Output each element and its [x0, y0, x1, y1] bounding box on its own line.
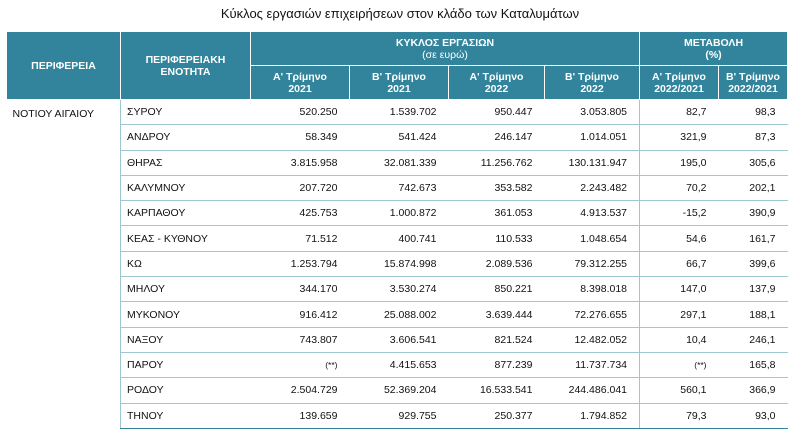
value-cell-c: 3.639.444 [449, 302, 545, 327]
value-cell-c: 250.377 [449, 403, 545, 428]
table-row [7, 175, 788, 200]
unit-cell: ΠΑΡΟΥ [121, 352, 251, 377]
unit-cell: ΑΝΔΡΟΥ [121, 125, 251, 150]
unit-cell: ΚΕΑΣ - ΚΥΘΝΟΥ [121, 226, 251, 251]
header-unit [121, 32, 251, 100]
header-col-e-line2: 2022/2021 [654, 82, 704, 95]
table-row [7, 302, 788, 327]
value-cell-b: 15.874.998 [350, 251, 449, 276]
header-col-c [449, 66, 545, 100]
value-cell-f: 366,9 [719, 378, 788, 403]
value-cell-b: 25.088.002 [350, 302, 449, 327]
header-col-d-line1: Β' Τρίμηνο [565, 70, 619, 83]
value-cell-c: 16.533.541 [449, 378, 545, 403]
value-cell-b: 52.369.204 [350, 378, 449, 403]
value-cell-f: 399,6 [719, 251, 788, 276]
value-cell-a: (**) [251, 352, 350, 377]
value-cell-e: 10,4 [640, 327, 719, 352]
value-cell-f: 246,1 [719, 327, 788, 352]
table-row [7, 378, 788, 403]
value-cell-c: 361.053 [449, 201, 545, 226]
header-col-d-line2: 2022 [580, 82, 604, 95]
unit-cell: ΘΗΡΑΣ [121, 150, 251, 175]
table-row [7, 327, 788, 352]
header-col-c-line1: Α' Τρίμηνο [469, 70, 524, 83]
value-cell-a: 2.504.729 [251, 378, 350, 403]
table-row [7, 150, 788, 175]
value-cell-d: 3.053.805 [545, 100, 640, 125]
table-row [7, 125, 788, 150]
value-cell-e: 297,1 [640, 302, 719, 327]
header-unit-line2: ΕΝΟΤΗΤΑ [160, 65, 211, 78]
table-row [7, 201, 788, 226]
value-cell-f: 161,7 [719, 226, 788, 251]
value-cell-e: (**) [640, 352, 719, 377]
value-cell-c: 2.089.536 [449, 251, 545, 276]
value-cell-e: 70,2 [640, 175, 719, 200]
value-cell-f: 93,0 [719, 403, 788, 428]
header-region: ΠΕΡΙΦΕΡΕΙΑ [7, 32, 121, 100]
value-cell-d: 11.737.734 [545, 352, 640, 377]
value-cell-d: 130.131.947 [545, 150, 640, 175]
value-cell-c: 950.447 [449, 100, 545, 125]
value-cell-d: 79.312.255 [545, 251, 640, 276]
table-row [7, 100, 788, 125]
region-cell: ΝΟΤΙΟΥ ΑΙΓΑΙΟΥ [7, 100, 121, 429]
value-cell-a: 1.253.794 [251, 251, 350, 276]
header-unit-line1: ΠΕΡΙΦΕΡΕΙΑΚΗ [145, 53, 226, 66]
value-cell-c: 821.524 [449, 327, 545, 352]
header-change-group [640, 32, 788, 66]
value-cell-d: 8.398.018 [545, 277, 640, 302]
value-cell-a: 344.170 [251, 277, 350, 302]
value-cell-f: 98,3 [719, 100, 788, 125]
header-col-f [719, 66, 788, 100]
value-cell-a: 916.412 [251, 302, 350, 327]
value-cell-d: 1.014.051 [545, 125, 640, 150]
value-cell-b: 32.081.339 [350, 150, 449, 175]
value-cell-a: 139.659 [251, 403, 350, 428]
value-cell-e: 147,0 [640, 277, 719, 302]
value-cell-d: 1.794.852 [545, 403, 640, 428]
value-cell-f: 188,1 [719, 302, 788, 327]
value-cell-c: 850.221 [449, 277, 545, 302]
header-col-b-line2: 2021 [387, 82, 411, 95]
header-col-c-line2: 2022 [484, 82, 509, 95]
value-cell-f: 305,6 [719, 150, 788, 175]
value-cell-e: 79,3 [640, 403, 719, 428]
value-cell-c: 110.533 [449, 226, 545, 251]
value-cell-b: 541.424 [350, 125, 449, 150]
value-cell-f: 390,9 [719, 201, 788, 226]
value-cell-e: -15,2 [640, 201, 719, 226]
value-cell-e: 560,1 [640, 378, 719, 403]
value-cell-b: 3.606.541 [350, 327, 449, 352]
value-cell-d: 1.048.654 [545, 226, 640, 251]
table-row [7, 251, 788, 276]
unit-cell: ΡΟΔΟΥ [121, 378, 251, 403]
table-row [7, 277, 788, 302]
value-cell-b: 742.673 [350, 175, 449, 200]
header-change-subtitle: (%) [705, 48, 722, 61]
unit-cell: ΚΑΛΥΜΝΟΥ [121, 175, 251, 200]
value-cell-e: 54,6 [640, 226, 719, 251]
value-cell-d: 2.243.482 [545, 175, 640, 200]
header-col-e [640, 66, 719, 100]
header-col-a-line2: 2021 [288, 82, 312, 95]
value-cell-f: 137,9 [719, 277, 788, 302]
value-cell-b: 4.415.653 [350, 352, 449, 377]
unit-cell: ΣΥΡΟΥ [121, 100, 251, 125]
unit-cell: ΝΑΞΟΥ [121, 327, 251, 352]
value-cell-c: 877.239 [449, 352, 545, 377]
value-cell-e: 82,7 [640, 100, 719, 125]
table-row [7, 403, 788, 428]
value-cell-b: 1.539.702 [350, 100, 449, 125]
value-cell-b: 400.741 [350, 226, 449, 251]
value-cell-c: 246.147 [449, 125, 545, 150]
value-cell-b: 1.000.872 [350, 201, 449, 226]
value-cell-c: 11.256.762 [449, 150, 545, 175]
table-row [7, 352, 788, 377]
value-cell-b: 3.530.274 [350, 277, 449, 302]
value-cell-f: 202,1 [719, 175, 788, 200]
value-cell-e: 321,9 [640, 125, 719, 150]
value-cell-d: 12.482.052 [545, 327, 640, 352]
header-change-title: ΜΕΤΑΒΟΛΗ [684, 36, 744, 49]
value-cell-d: 244.486.041 [545, 378, 640, 403]
value-cell-b: 929.755 [350, 403, 449, 428]
value-cell-a: 58.349 [251, 125, 350, 150]
header-col-b [350, 66, 449, 100]
value-cell-e: 66,7 [640, 251, 719, 276]
table-row [7, 226, 788, 251]
header-turnover-subtitle: (σε ευρώ) [422, 48, 468, 61]
value-cell-a: 520.250 [251, 100, 350, 125]
unit-cell: ΜΗΛΟΥ [121, 277, 251, 302]
value-cell-a: 743.807 [251, 327, 350, 352]
header-turnover-title: ΚΥΚΛΟΣ ΕΡΓΑΣΙΩΝ [395, 36, 495, 49]
table-title: Κύκλος εργασιών επιχειρήσεων στον κλάδο των Καταλυμάτων [220, 6, 580, 21]
value-cell-a: 425.753 [251, 201, 350, 226]
value-cell-a: 207.720 [251, 175, 350, 200]
value-cell-f: 87,3 [719, 125, 788, 150]
turnover-table [6, 31, 788, 429]
value-cell-a: 71.512 [251, 226, 350, 251]
header-col-b-line1: Β' Τρίμηνο [372, 70, 426, 83]
value-cell-e: 195,0 [640, 150, 719, 175]
unit-cell: ΚΩ [121, 251, 251, 276]
value-cell-d: 4.913.537 [545, 201, 640, 226]
value-cell-c: 353.582 [449, 175, 545, 200]
unit-cell: ΤΗΝΟΥ [121, 403, 251, 428]
header-col-a [251, 66, 350, 100]
value-cell-a: 3.815.958 [251, 150, 350, 175]
unit-cell: ΜΥΚΟΝΟΥ [121, 302, 251, 327]
unit-cell: ΚΑΡΠΑΘΟΥ [121, 201, 251, 226]
value-cell-d: 72.276.655 [545, 302, 640, 327]
header-col-a-line1: Α' Τρίμηνο [273, 70, 327, 83]
header-col-f-line2: 2022/2021 [728, 82, 778, 95]
header-col-d [545, 66, 640, 100]
header-turnover-group [251, 32, 640, 66]
header-col-e-line1: Α' Τρίμηνο [652, 70, 706, 83]
header-col-f-line1: Β' Τρίμηνο [726, 70, 780, 83]
value-cell-f: 165,8 [719, 352, 788, 377]
